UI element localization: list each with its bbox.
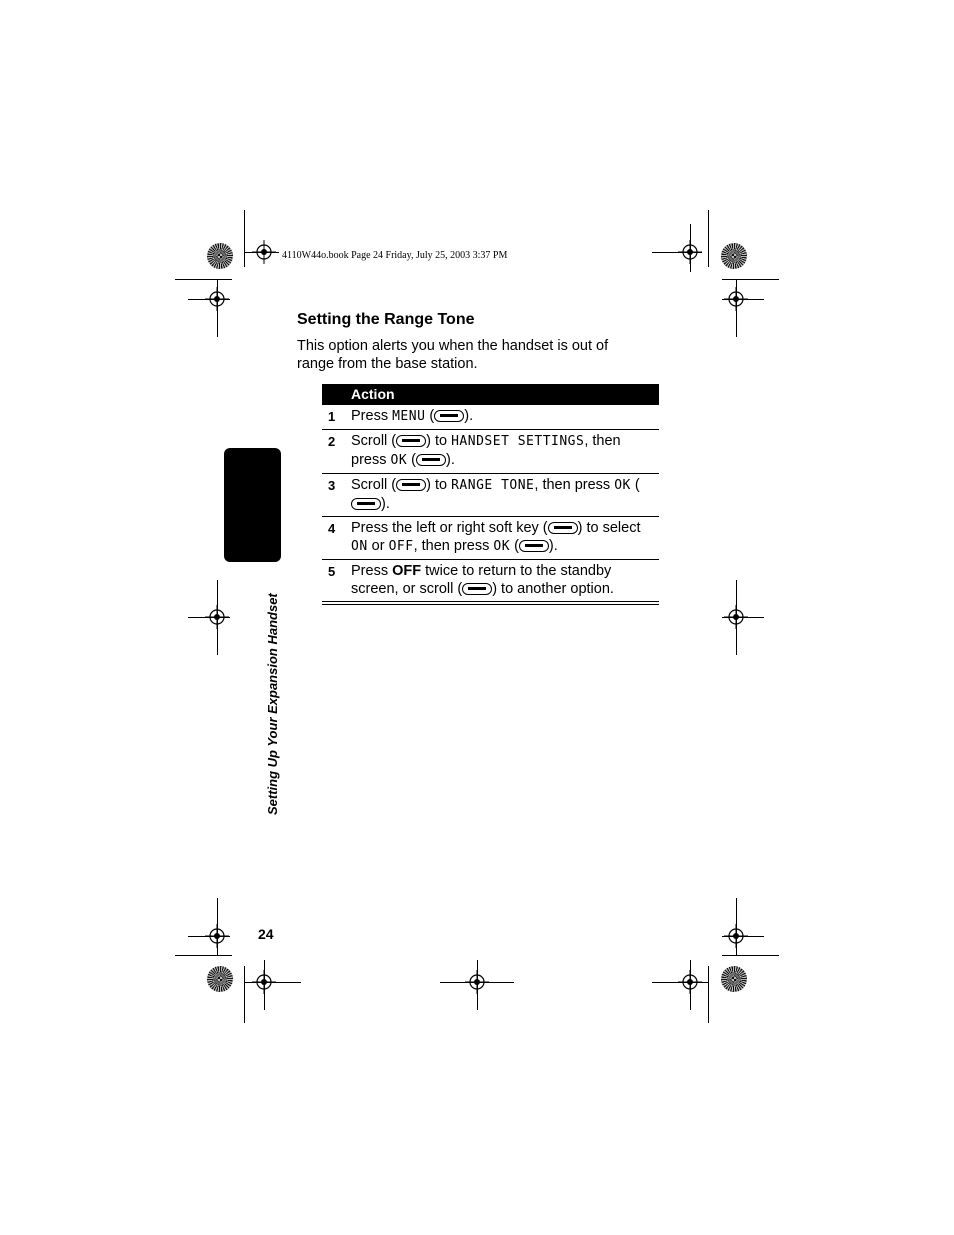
soft-key-icon <box>548 522 578 534</box>
display-text: ON <box>351 539 368 554</box>
table-header-action: Action <box>351 386 395 402</box>
action-table <box>322 384 659 605</box>
table-row <box>322 560 659 602</box>
key-label: OFF <box>392 563 422 579</box>
display-text: OK <box>614 478 631 493</box>
color-registration-icon <box>207 243 233 269</box>
table-row <box>322 474 659 517</box>
soft-key-icon <box>416 454 446 466</box>
display-text: HANDSET SETTINGS <box>451 434 585 449</box>
step-number: 3 <box>328 478 336 493</box>
step-number: 4 <box>328 521 336 536</box>
step-text: Scroll ( ) to HANDSET SETTINGS, then press OK ( ). <box>351 433 621 468</box>
step-text: Scroll ( ) to RANGE TONE, then press OK (). <box>351 477 640 512</box>
display-text: MENU <box>392 409 426 424</box>
book-info-header: 4110W44o.book Page 24 Friday, July 25, 2003 3:37 PM <box>282 250 508 261</box>
section-intro: This option alerts you when the handset is out of range from the base station. <box>297 338 609 372</box>
step-number: 2 <box>328 434 336 449</box>
page-number: 24 <box>258 926 274 942</box>
color-registration-icon <box>721 966 747 992</box>
color-registration-icon <box>721 243 747 269</box>
table-row <box>322 405 659 430</box>
scroll-key-icon <box>462 583 492 595</box>
table-end-rule <box>322 604 659 605</box>
table-row <box>322 517 659 560</box>
soft-key-icon <box>519 540 549 552</box>
display-text: OK <box>493 539 511 554</box>
display-text: OK <box>390 453 408 468</box>
display-text: RANGE TONE <box>451 478 535 493</box>
color-registration-icon <box>207 966 233 992</box>
step-number: 5 <box>328 564 336 579</box>
section-title: Setting the Range Tone <box>297 311 475 328</box>
scroll-key-icon <box>396 479 426 491</box>
step-number: 1 <box>328 409 336 424</box>
scroll-key-icon <box>396 435 426 447</box>
chapter-title: Setting Up Your Expansion Handset <box>265 593 280 815</box>
soft-key-icon <box>351 498 381 510</box>
table-header <box>322 384 659 405</box>
step-text: Press the left or right soft key ( ) to select ON or OFF, then press OK ( ). <box>351 520 641 554</box>
step-text: Press OFF twice to return to the standby screen, or scroll ( ) to another option. <box>351 563 614 597</box>
step-text: Press MENU ( ). <box>351 408 474 424</box>
chapter-tab <box>224 448 281 562</box>
soft-key-icon <box>434 410 464 422</box>
table-row <box>322 430 659 474</box>
display-text: OFF <box>388 539 414 554</box>
